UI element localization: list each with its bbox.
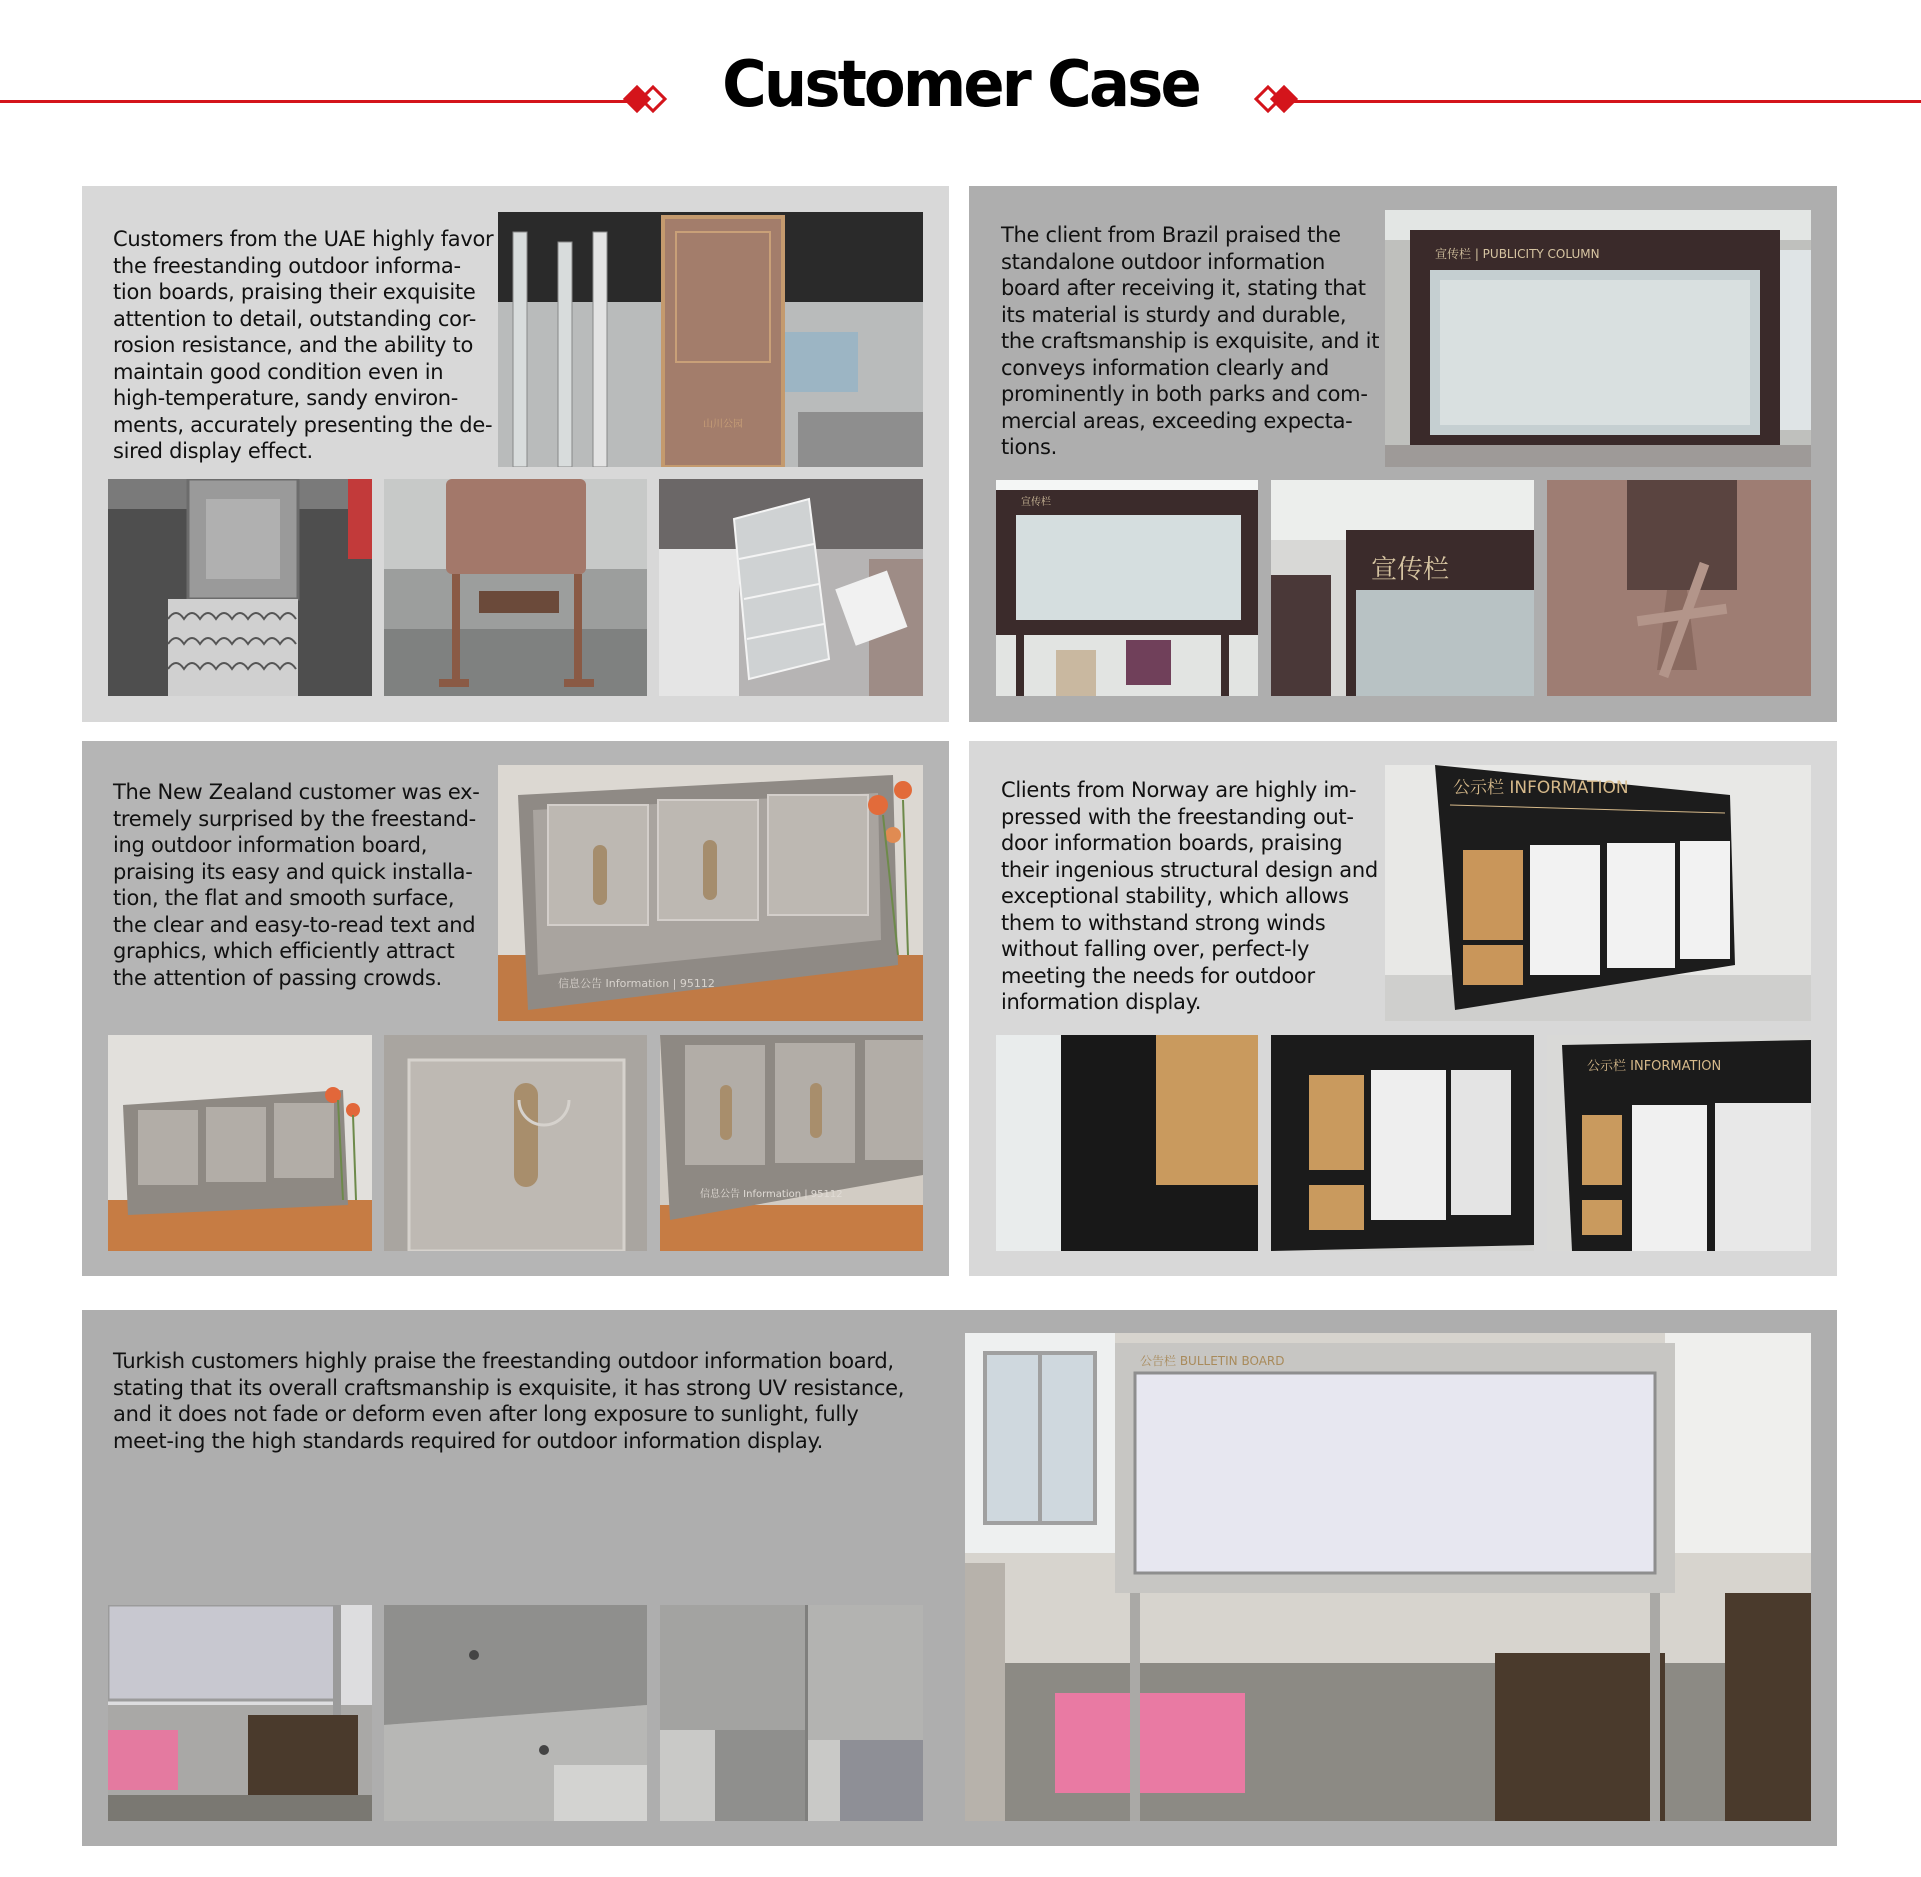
case-thumbnail	[660, 1035, 923, 1251]
case-main-photo	[498, 765, 923, 1021]
thumb-caption: 信息公告 Information | 95112	[700, 1189, 843, 1200]
main-photo-caption: 公告栏 BULLETIN BOARD	[1140, 1354, 1285, 1368]
case-thumbnail	[108, 1605, 372, 1821]
case-text: The New Zealand customer was ex-tremely surprised by the freestand-ing outdoor information board, praising its easy and quick installa-tion, the flat and smooth surface, the clear and easy-to-read text and graphics, which efficiently attract the attention of passing crowds.	[113, 780, 480, 990]
case-thumbnail	[1547, 480, 1811, 696]
case-thumbnail	[384, 479, 647, 696]
main-photo-caption: 信息公告 Information | 95112	[558, 977, 715, 990]
case-thumbnail	[108, 1035, 372, 1251]
case-thumbnail	[1547, 1035, 1811, 1251]
case-text: Turkish customers highly praise the freestanding outdoor information board, stating that its overall craftsmanship is exquisite, it has strong UV resistance, and it does not fade or deform even after long exposure to sunlight, fully meet-ing the high standards required for outdoor information display.	[113, 1349, 905, 1453]
case-card-new-zealand	[82, 741, 949, 1276]
page-title: Customer Case	[722, 48, 1199, 122]
case-thumbnail	[108, 479, 372, 696]
thumb-caption: 宣传栏	[1371, 555, 1450, 585]
case-text: The client from Brazil praised the standalone outdoor information board after receiving it, stating that its material is sturdy and durable, the craftsmanship is exquisite, and it conveys information clearly and prominently in both parks and com-mercial areas, exceeding expecta-tions.	[1001, 223, 1380, 459]
right-rule	[1292, 100, 1921, 103]
case-card-turkey	[82, 1310, 1837, 1846]
case-thumbnail	[384, 1035, 647, 1251]
case-text: Customers from the UAE highly favor the freestanding outdoor informa-tion boards, praising their exquisite attention to detail, outstanding cor-rosion resistance, and the ability to maintain good condition even in high-temperature, sandy environ-ments, accurately presenting the de-sired display effect.	[113, 227, 494, 463]
page-header	[0, 0, 1921, 180]
thumb-caption: 公示栏 INFORMATION	[1587, 1059, 1722, 1074]
case-main-photo	[965, 1333, 1811, 1821]
case-thumbnail	[996, 480, 1258, 696]
case-card-uae	[82, 186, 949, 722]
thumb-caption: 宣传栏	[1021, 497, 1051, 508]
main-photo-caption: 宣传栏 | PUBLICITY COLUMN	[1435, 247, 1600, 261]
case-card-brazil	[969, 186, 1837, 722]
case-thumbnail	[384, 1605, 647, 1821]
case-text: Clients from Norway are highly im-pressed with the freestanding out-door information boards, praising their ingenious structural design and exceptional stability, which allows them to withstand strong winds without falling over, perfect-ly meeting the needs for outdoor information display.	[1001, 778, 1378, 1014]
main-photo-caption: 山川公园	[703, 419, 743, 430]
case-thumbnail	[659, 479, 923, 696]
case-thumbnail	[1271, 480, 1534, 696]
case-main-photo	[1385, 210, 1811, 467]
case-thumbnail	[1271, 1035, 1534, 1251]
main-photo-caption: 公示栏 INFORMATION	[1453, 778, 1629, 798]
case-main-photo	[498, 212, 923, 467]
case-thumbnail	[660, 1605, 923, 1821]
case-main-photo	[1385, 765, 1811, 1021]
case-thumbnail	[996, 1035, 1258, 1251]
case-card-norway	[969, 741, 1837, 1276]
